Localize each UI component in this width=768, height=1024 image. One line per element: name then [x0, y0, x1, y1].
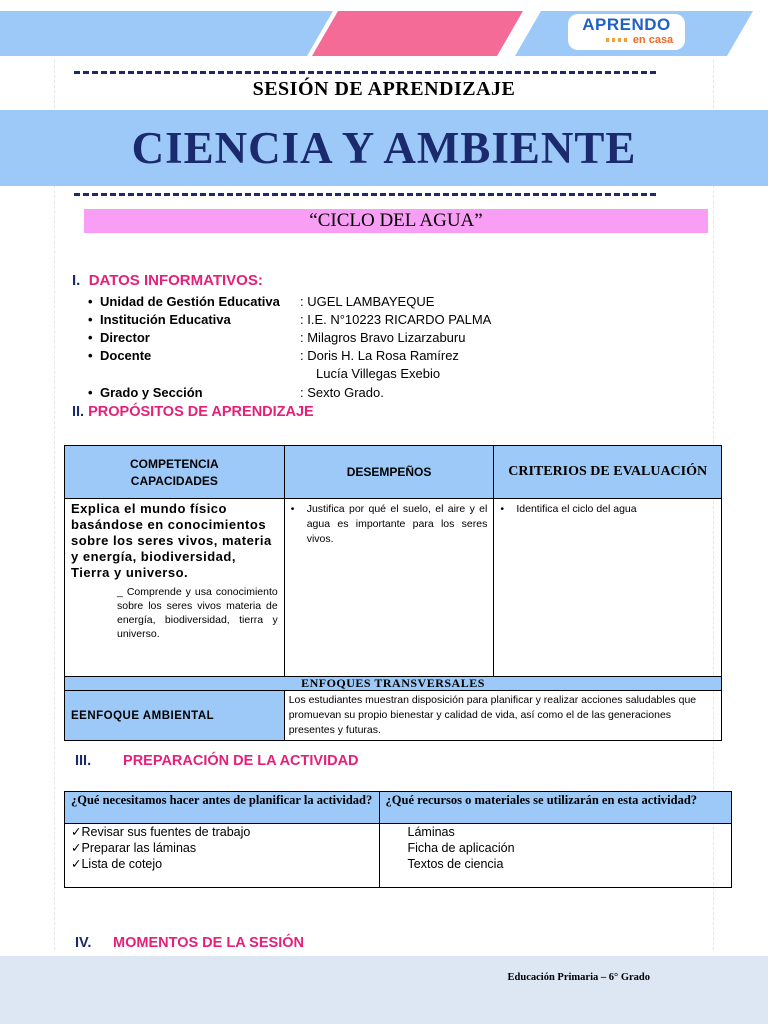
- bullet-icon: •: [290, 503, 295, 515]
- info-row: • Docente : Doris H. La Rosa Ramírez Lucía Villegas Exebio: [88, 348, 459, 381]
- capacidad-text: _ Comprende y usa conocimiento sobre los seres vivos materia de energía, biodiversidad, tierra y universo.: [117, 586, 278, 640]
- bullet-icon: •: [88, 348, 93, 363]
- session-subtitle: SESIÓN DE APRENDIZAJE: [252, 78, 516, 100]
- section-propositos: II. PROPÓSITOS DE APRENDIZAJE: [72, 404, 314, 420]
- propositos-table: [64, 445, 722, 741]
- criterio-cell: [494, 499, 722, 677]
- info-row: • Unidad de Gestión Educativa : UGEL LAMBAYEQUE: [88, 294, 435, 309]
- section-momentos: IV. MOMENTOS DE LA SESIÓN: [75, 935, 304, 951]
- preparacion-table: [64, 791, 732, 888]
- logo-dots-icon: [606, 38, 630, 42]
- checkmark-icon: ✓: [71, 841, 82, 855]
- checkmark-icon: ✓: [71, 825, 82, 839]
- top-banner: [0, 0, 768, 60]
- bullet-icon: •: [88, 385, 93, 400]
- table-header-criterios: CRITERIOS DE EVALUACIÓN: [494, 446, 722, 499]
- section-datos-informativos: I. DATOS INFORMATIVOS:: [72, 272, 263, 289]
- task-item: ✓Revisar sus fuentes de trabajo: [71, 825, 251, 839]
- resource-item: Textos de ciencia: [407, 857, 504, 871]
- task-item: ✓Lista de cotejo: [71, 857, 163, 871]
- table-header-competencia: COMPETENCIA CAPACIDADES: [65, 446, 285, 499]
- table-header-desempenos: DESEMPEÑOS: [284, 446, 494, 499]
- enfoque-label: EENFOQUE AMBIENTAL: [65, 691, 285, 741]
- banner-stripe-left: [0, 11, 333, 56]
- competencia-cell: [65, 499, 285, 677]
- dashed-divider-top: [74, 71, 656, 74]
- footer-text: Educación Primaria – 6° Grado: [507, 972, 650, 983]
- info-row: • Grado y Sección : Sexto Grado.: [88, 385, 384, 400]
- bullet-icon: •: [500, 503, 505, 515]
- resource-item: Láminas: [407, 825, 455, 839]
- page-guide-left: [54, 60, 55, 950]
- page-footer: [0, 956, 768, 1024]
- enfoques-header: ENFOQUES TRANSVERSALES: [65, 677, 722, 691]
- bullet-icon: •: [88, 294, 93, 309]
- tasks-cell: [65, 824, 380, 888]
- resource-item: Ficha de aplicación: [407, 841, 515, 855]
- competencia-text: Explica el mundo físico basándose en conocimientos sobre los seres vivos, materia y energía, biodiversidad, Tierra y universo.: [71, 501, 272, 580]
- course-title: CIENCIA Y AMBIENTE: [0, 110, 768, 186]
- info-row: • Institución Educativa : I.E. N°10223 RICARDO PALMA: [88, 312, 492, 327]
- banner-stripe-pink: [312, 11, 523, 56]
- resources-cell: [379, 824, 731, 888]
- criterio-text: Identifica el ciclo del agua: [516, 503, 637, 515]
- question-resources: ¿Qué recursos o materiales se utilizarán en esta actividad?: [379, 792, 731, 824]
- section-preparacion: III. PREPARACIÓN DE LA ACTIVIDAD: [75, 753, 359, 769]
- dashed-divider-bottom: [74, 193, 656, 196]
- info-row: • Director : Milagros Bravo Lizarzaburu: [88, 330, 466, 345]
- bullet-icon: •: [88, 312, 93, 327]
- enfoque-description: Los estudiantes muestran disposición para planificar y realizar acciones saludables que promuevan su propio bienestar y calidad de vida, así como el de las generaciones presentes y futuras.: [284, 691, 721, 741]
- question-before: ¿Qué necesitamos hacer antes de planificar la actividad?: [65, 792, 380, 824]
- logo-line2: en casa: [594, 34, 685, 46]
- checkmark-icon: ✓: [71, 857, 82, 871]
- desempeno-cell: [284, 499, 494, 677]
- desempeno-text: Justifica por qué el suelo, el aire y el agua es importante para los seres vivos.: [306, 503, 488, 545]
- aprendo-en-casa-logo: [568, 14, 685, 50]
- topic-title: “CICLO DEL AGUA”: [84, 209, 708, 233]
- logo-line1: APRENDO: [582, 15, 671, 34]
- bullet-icon: •: [88, 330, 93, 345]
- task-item: ✓Preparar las láminas: [71, 841, 197, 855]
